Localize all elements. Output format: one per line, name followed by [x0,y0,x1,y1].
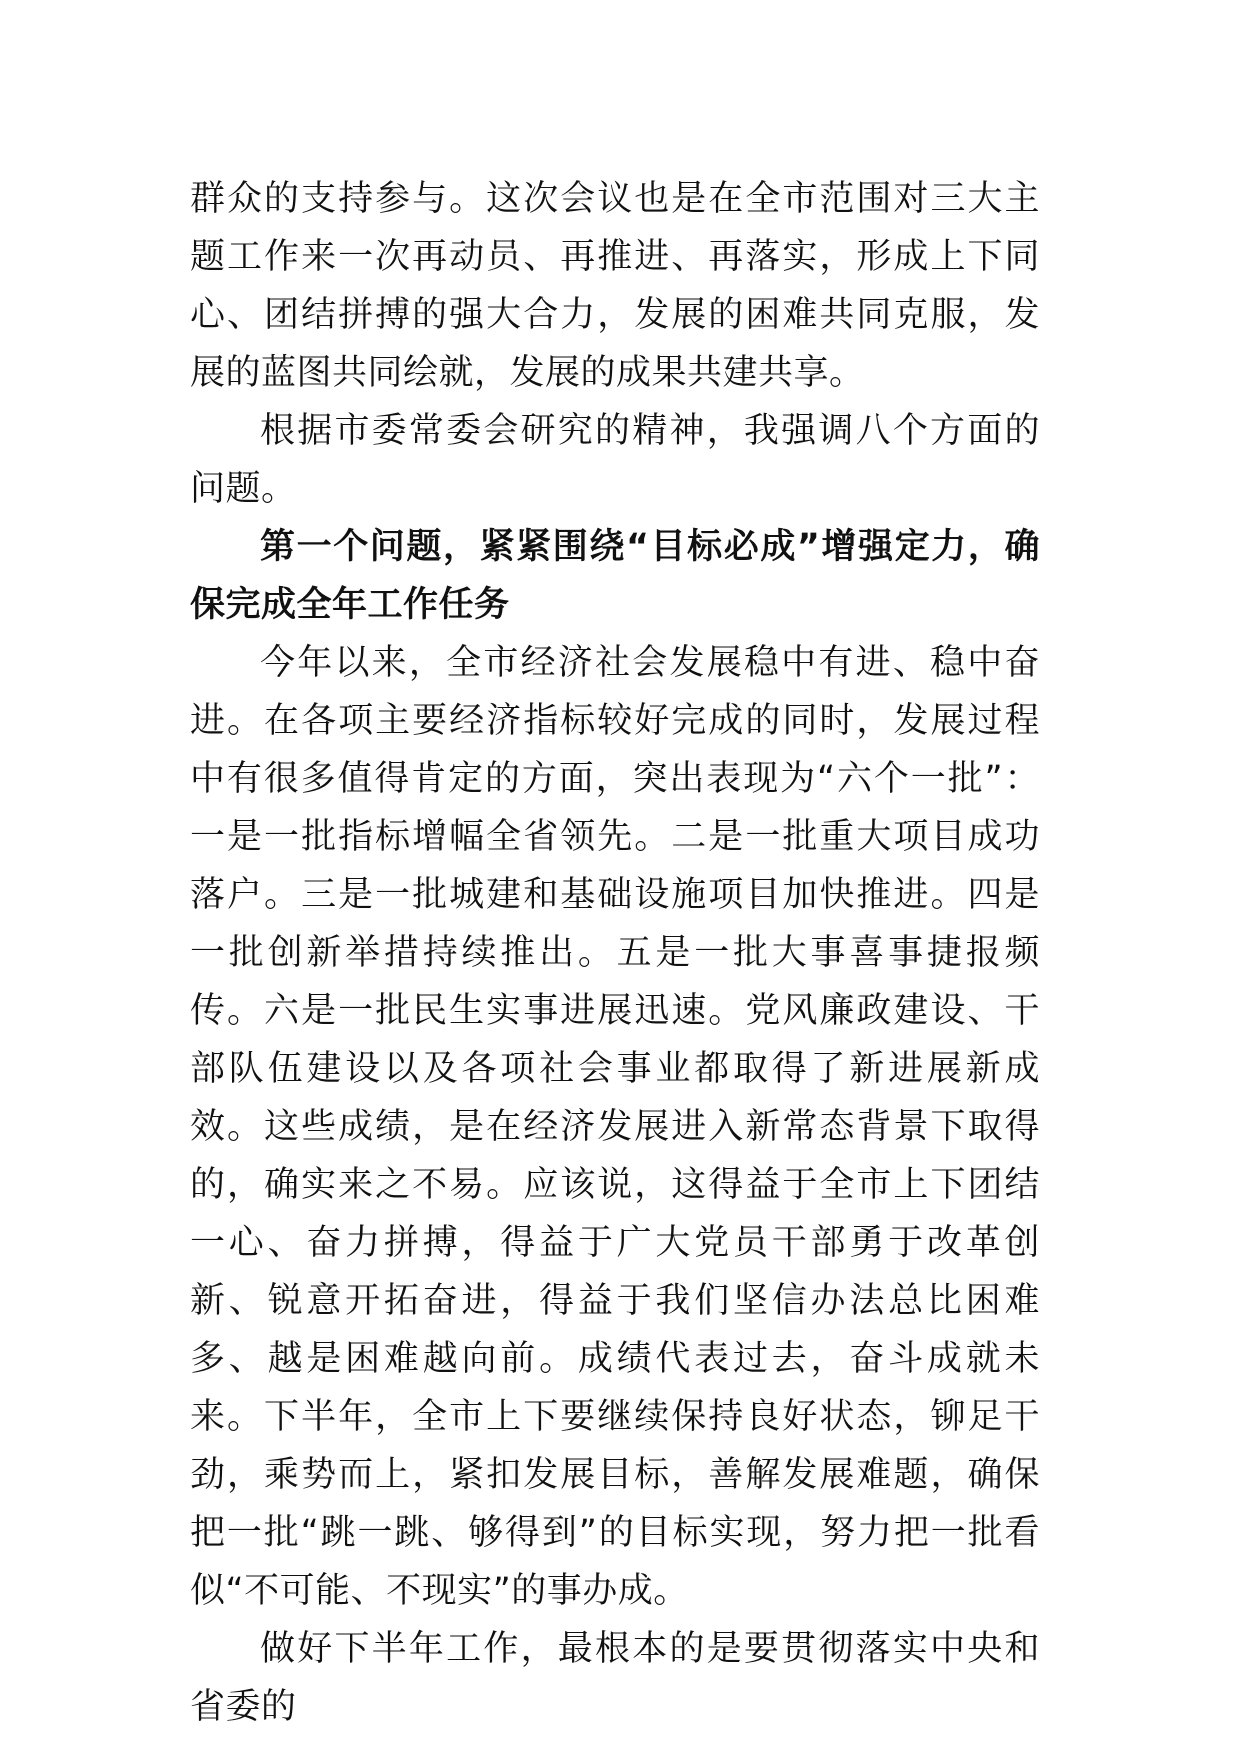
body-paragraph: 今年以来，全市经济社会发展稳中有进、稳中奋进。在各项主要经济指标较好完成的同时，发展过程中有很多值得肯定的方面，突出表现为“六个一批”：一是一批指标增幅全省领先。二是一批重大项目成功落户。三是一批城建和基础设施项目加快推进。四是一批创新举措持续推出。五是一批大事喜事捷报频传。六是一批民生实事进展迅速。党风廉政建设、干部队伍建设以及各项社会事业都取得了新进展新成效。这些成绩，是在经济发展进入新常态背景下取得的，确实来之不易。应该说，这得益于全市上下团结一心、奋力拼搏，得益于广大党员干部勇于改革创新、锐意开拓奋进，得益于我们坚信办法总比困难多、越是困难越向前。成绩代表过去，奋斗成就未来。下半年，全市上下要继续保持良好状态，铆足干劲，乘势而上，紧扣发展目标，善解发展难题，确保把一批“跳一跳、够得到”的目标实现，努力把一批看似“不可能、不现实”的事办成。 [190,643,1040,1611]
body-paragraph: 群众的支持参与。这次会议也是在全市范围对三大主题工作来一次再动员、再推进、再落实，形成上下同心、团结拼搏的强大合力，发展的困难共同克服，发展的蓝图共同绘就，发展的成果共建共享。 [190,179,1040,393]
body-paragraph: 根据市委常委会研究的精神，我强调八个方面的问题。 [190,411,1040,509]
section-heading: 第一个问题，紧紧围绕“目标必成”增强定力，确保完成全年工作任务 [190,527,1040,625]
body-paragraph: 做好下半年工作，最根本的是要贯彻落实中央和省委的 [190,1629,1040,1727]
document-page [190,170,1040,1736]
